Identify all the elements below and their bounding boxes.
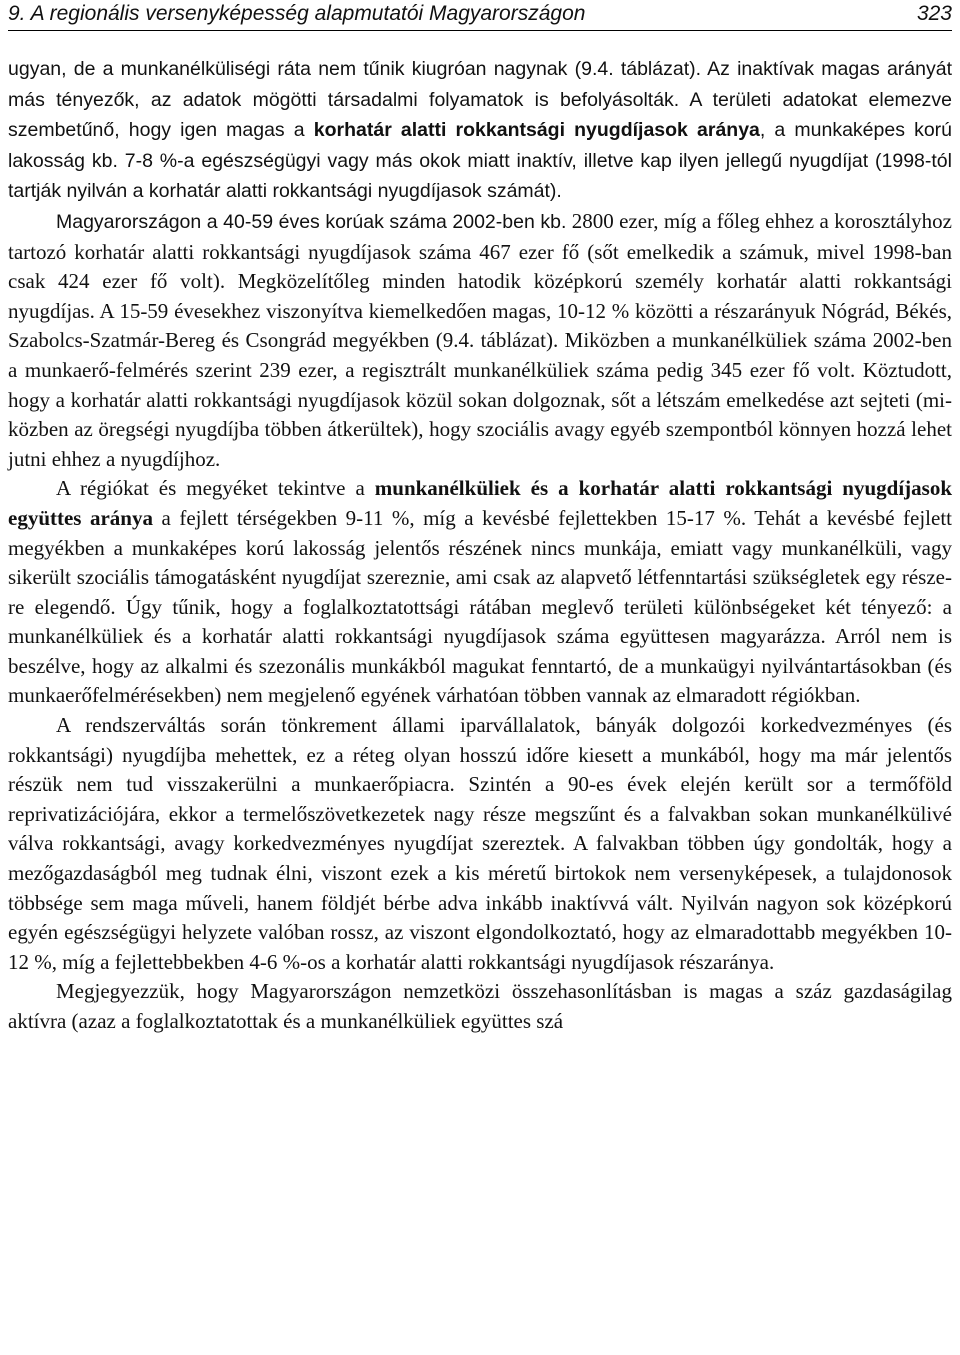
page-number: 323 (916, 2, 952, 25)
paragraph-5: Megjegyezzük, hogy Magyarországon nemzetközi összehasonlításban is magas a száz gazdaságilag aktívra (azaz a foglalkoztatottak és a munkanélküliek együttes szá (8, 979, 952, 1033)
paragraph-2-text-a: Magyarországon a 40-59 éves korúak száma 2002-ben kb. (56, 210, 567, 233)
paragraph-3-emphasis: munkanélküliek és a korhatár alatti rokkantsági nyugdíjasok együttes aránya (8, 476, 952, 530)
paragraph-3-text-c: a fejlett térségekben 9-11 %, míg a kevésbé fejlettekben 15-17 %. Tehát a kevésbé fejlett megyékben a munkaképes korú lakosság jelentős részének nincs munkája, emiatt vagy munkanélküli, vagy sikerült szociális támogatásként nyugdíjat szereznie, ami csak az alapvető létfenntartási szükségletek egy részere elegendő. Úgy tűnik, hogy a foglalkoztatottsági rátában meglevő területi különbségeket két tényező: a munkanélküliek és a korhatár alatti rokkantsági nyugdíjasok száma együttesen magyarázza. Arról nem is beszélve, hogy az alkalmi és szezonális munkákból magukat fenntartó, de a munkaügyi nyilvántartásokban (és munkaerőfelmérésekben) nem megjelenő egyének várhatóan többen vannak az elmaradott régiókban. (8, 505, 952, 708)
paragraph-3-text-a: A régiókat és megyéket tekintve a (56, 476, 375, 501)
paragraph-1-text-c: , a munkaképes korú lakosság kb. 7-8 %-a egészségügyi vagy más okok miatt inaktív, illetve kap ilyen jellegű nyugdíjat (1998-tól tartják nyilván a korhatár alatti rokkantsági nyugdíjasok számát). (8, 119, 953, 203)
paragraph-1-emphasis: korhatár alatti rokkantsági nyugdíjasok aránya (313, 119, 760, 142)
paragraph-4: A rendszerváltás során tönkrement állami iparvállalatok, bányák dolgozói korkedvezményes (és rokkantsági) nyugdíjba mehettek, ez a réteg olyan hosszú időre kiesett a munkából, hogy ma már jelentős részük nem tud visszakerülni a munkaerőpiacra. Szintén a 90-es évek elején került sor a termőföld reprivatizációjára, ekkor a termelőszövetkezetek nagy része megszűnt és a falvakban sokan munkanélkülivé válva rokkantsági, avagy korkedvezményes nyugdíjat szereztek. A falvakban többen úgy gondolták, hogy a mezőgazdaságból meg tudnak élni, viszont ezek a kis méretű birtokok nem versenyképesek, a tulajdonosok többsége sem maga műveli, hanem földjét bérbe adva inkább inaktívvá vált. Nyilván nagyon sok középkorú egyén egészségügyi helyzete valóban rossz, az viszont elgondolkoztató, hogy az elmaradottabb megyékben 10-12 %, míg a fejlettebbekben 4-6 %-os a korhatár alatti rokkantsági nyugdíjasok részaránya. (8, 713, 952, 974)
chapter-title: 9. A regionális versenyképesség alapmutatói Magyarországon (8, 2, 586, 25)
paragraph-1 (8, 54, 952, 207)
document-page (8, 0, 952, 1037)
paragraph-1-text-a: ugyan, de a munkanélküliségi ráta nem tűnik kiugróan nagynak (9.4. táblázat). Az inaktívak magas arányát más tényezők, az adatok mögötti társadalmi folyamatok is befolyásolták. A területi adatokat elemezve szembetűnő, hogy igen magas a (8, 58, 952, 142)
paragraph-2 (8, 207, 952, 474)
paragraph-3 (8, 474, 952, 711)
running-header (8, 0, 952, 31)
body-text (8, 54, 952, 1037)
paragraph-2-text-b: 2800 ezer, míg a főleg ehhez a korosztályhoz tartozó korhatár alatti rokkantsági nyugdíjasok száma 467 ezer fő (sőt emelkedik a számuk, mivel 1998-ban csak 424 ezer fő volt). Megközelítőleg minden hatodik középkorú személy korhatár alatti rokkantsági nyugdíjas. A 15-59 évesekhez viszonyítva kiemelkedően magas, 10-12 % közötti a részarányuk Nógrád, Békés, Szabolcs-Szatmár-Bereg és Csongrád megyékben (9.4. táblázat). Miközben a munkanélküliek száma 2002-ben a munkaerő-felmérés szerint 239 ezer, a regisztrált munkanélküliek száma pedig 345 ezer fő volt. Köztudott, hogy a korhatár alatti rokkantsági nyugdíjasok közül sokan dolgoznak, sőt a létszám emelkedése azt sejteti (miközben az öregségi nyugdíjba többen átkerültek), hogy szociális avagy egyéb szempontból könnyen hozzá lehet jutni ehhez a nyugdíjhoz. (8, 208, 952, 471)
